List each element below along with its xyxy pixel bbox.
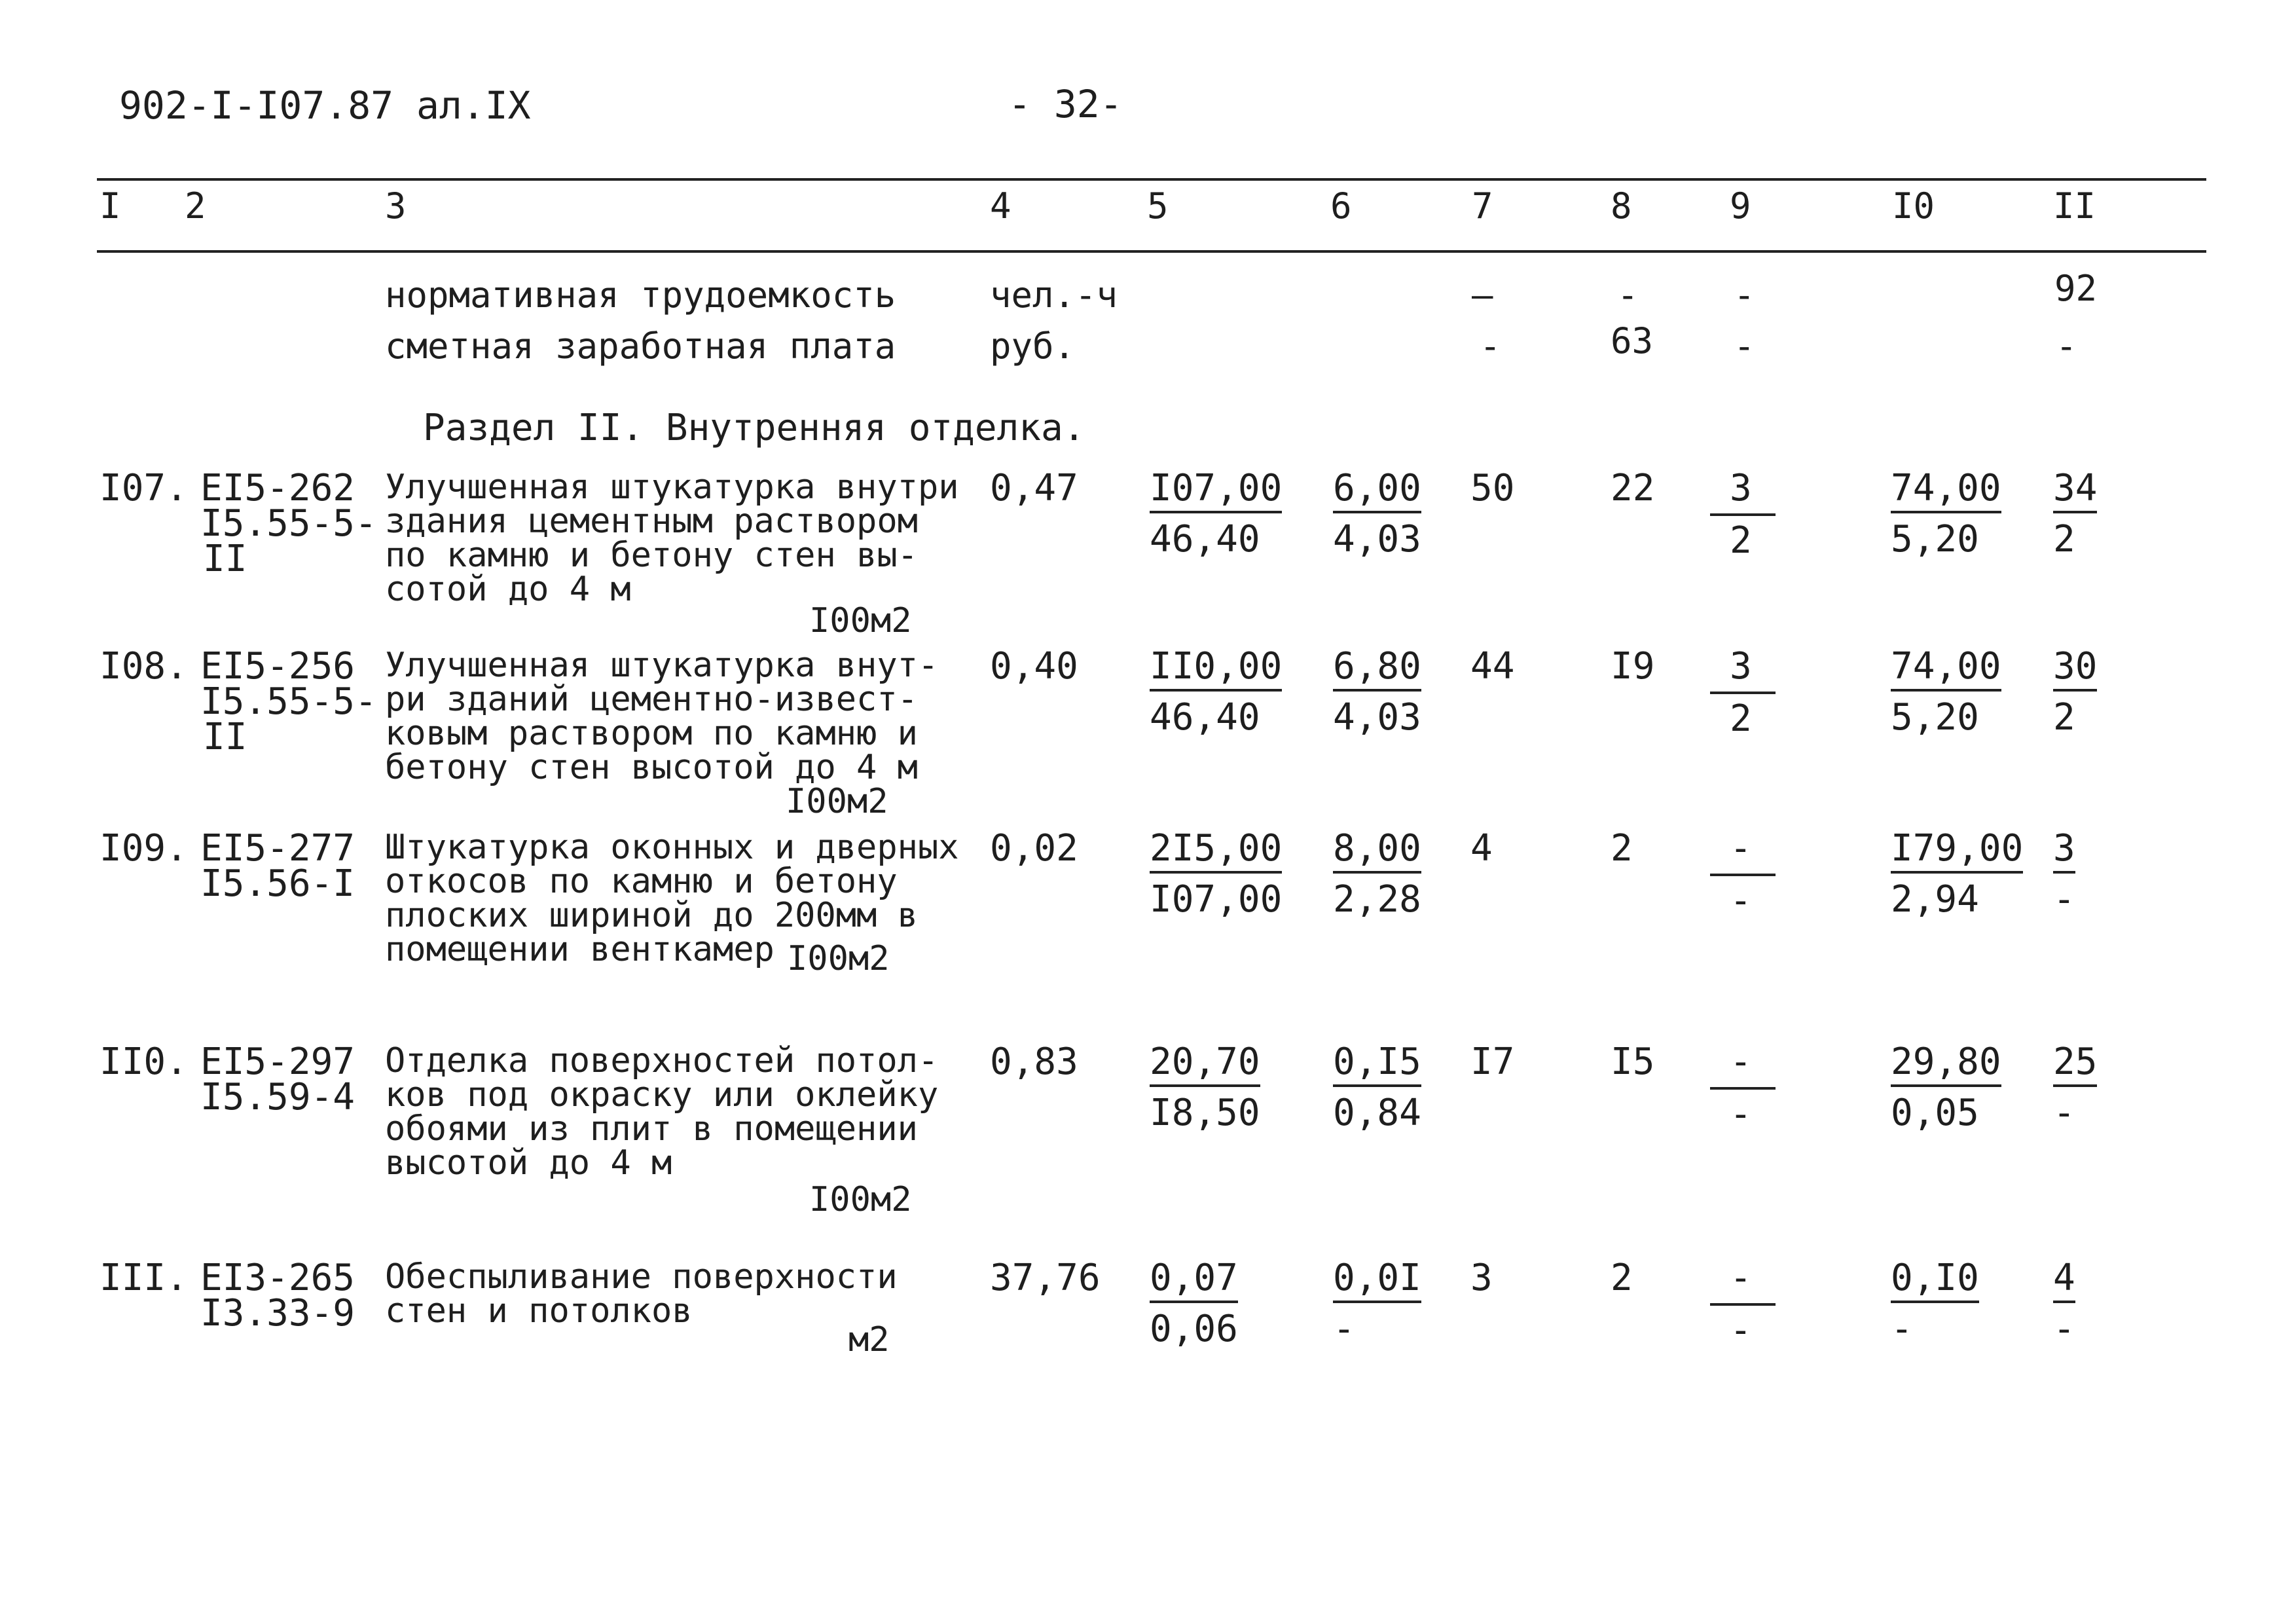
row-col6-top [1333,467,1421,513]
table-header-rule [97,250,2206,253]
row-col6-bottom: - [1333,1308,1355,1350]
summary-col11: - [2056,325,2077,367]
row-col6-numerator: 0,I5 [1333,1044,1421,1087]
row-col11-bottom: - [2053,1092,2075,1134]
row-code-1: EI5-277 [200,827,355,870]
row-col11-numerator: 30 [2053,648,2097,692]
row-col11-top [2053,827,2075,874]
row-code-1: EI5-256 [200,645,355,688]
row-col10-bottom: 5,20 [1891,518,1979,561]
row-code-3: II [203,716,247,758]
row-col9-top: 3 [1730,645,1752,688]
row-col10-top [1891,467,2001,513]
row-description-line: помещении венткамер [385,930,774,969]
row-col4: 0,02 [990,827,1078,870]
row-col10-top [1891,1257,1979,1303]
section-title: Раздел II. Внутренняя отделка. [423,407,1085,449]
summary-label: нормативная трудоемкость [385,274,896,316]
row-col9-top: - [1730,1041,1752,1083]
row-description-line: плоских шириной до 200мм в [385,896,918,935]
row-col10-numerator: 74,00 [1891,470,2001,513]
row-col6-numerator: 8,00 [1333,830,1421,874]
row-col9-top: 3 [1730,467,1752,509]
row-col6-top [1333,645,1421,692]
row-col8: 2 [1611,1257,1633,1299]
row-col6-bottom: 4,03 [1333,696,1421,739]
row-col9-rule [1710,513,1776,516]
row-col11-top [2053,1041,2098,1087]
row-description-line: Отделка поверхностей потол- [385,1041,939,1080]
row-col5-top [1150,1041,1260,1087]
column-header-3: 3 [385,185,407,227]
row-number: I08. [100,645,188,688]
row-col11-bottom: - [2053,878,2075,921]
row-col11-top [2053,1257,2075,1303]
row-col8: I9 [1611,645,1655,688]
row-col6-numerator: 6,80 [1333,648,1421,692]
row-col10-bottom: 0,05 [1891,1092,1979,1134]
summary-unit: чел.-ч [990,274,1118,316]
row-col9-top: - [1730,827,1752,870]
row-col11-bottom: 2 [2053,696,2075,739]
row-description-line: сотой до 4 м [385,570,631,609]
row-col5-top [1150,645,1283,692]
row-col7: 4 [1470,827,1493,870]
row-col5-numerator: I07,00 [1150,470,1282,513]
summary-col9: - [1734,325,1755,367]
column-header-8: 8 [1611,185,1632,227]
summary-label: сметная заработная плата [385,325,896,367]
row-col6-bottom: 4,03 [1333,518,1421,561]
row-description-line: бетону стен высотой до 4 м [385,748,918,787]
row-unit: м2 [848,1320,890,1359]
row-code-1: EI5-297 [200,1041,355,1083]
row-col6-top [1333,1257,1421,1303]
row-col6-numerator: 6,00 [1333,470,1421,513]
row-col5-bottom: 46,40 [1150,696,1260,739]
row-code-2: I5.56-I [200,862,355,905]
row-description-line: ковым раствором по камню и [385,714,918,753]
column-header-4: 4 [990,185,1011,227]
column-header-1: I [100,185,121,227]
row-col6-numerator: 0,0I [1333,1260,1421,1303]
row-number: II0. [100,1041,188,1083]
row-col10-top [1891,827,2024,874]
column-header-10: I0 [1892,185,1935,227]
row-unit: I00м2 [786,782,888,821]
row-col5-numerator: 20,70 [1150,1044,1260,1087]
row-code-1: EI3-265 [200,1257,355,1299]
row-unit: I00м2 [809,601,912,640]
row-col7: I7 [1470,1041,1515,1083]
row-col10-bottom: 5,20 [1891,696,1979,739]
row-unit: I00м2 [809,1180,912,1219]
row-col5-numerator: 2I5,00 [1150,830,1282,874]
row-description-line: откосов по камню и бетону [385,862,898,901]
row-number: I09. [100,827,188,870]
row-col7: 3 [1470,1257,1493,1299]
row-col8: 22 [1611,467,1655,509]
row-description-line: Штукатурка оконных и дверных [385,828,959,867]
row-col6-top [1333,827,1421,874]
row-col11-numerator: 3 [2053,830,2075,874]
row-col5-top [1150,827,1283,874]
row-col7: 44 [1470,645,1515,688]
column-header-7: 7 [1472,185,1493,227]
row-col10-top [1891,645,2001,692]
row-description-line: Обеспыливание поверхности [385,1257,898,1297]
row-col9-bottom: - [1730,1093,1752,1135]
row-description-line: ри зданий цементно-извест- [385,680,918,719]
row-col9-bottom: - [1730,879,1752,922]
summary-col7: - [1480,325,1501,367]
row-col4: 37,76 [990,1257,1101,1299]
row-col10-numerator: 74,00 [1891,648,2001,692]
row-description-line: Улучшенная штукатурка внутри [385,468,959,507]
summary-col7: — [1472,274,1493,316]
column-header-6: 6 [1330,185,1352,227]
row-col9-rule [1710,692,1776,694]
column-header-9: 9 [1730,185,1751,227]
document-code: 902-I-I07.87 ал.IX [119,83,531,128]
row-col5-numerator: II0,00 [1150,648,1282,692]
row-col9-rule [1710,874,1776,876]
row-col6-top [1333,1041,1421,1087]
row-col9-top: - [1730,1257,1752,1299]
row-col11-numerator: 34 [2053,470,2097,513]
row-description-line: ков под окраску или оклейку [385,1075,939,1115]
row-description-line: обоями из плит в помещении [385,1109,918,1149]
column-header-5: 5 [1147,185,1169,227]
column-header-11: II [2053,185,2096,227]
row-col4: 0,83 [990,1041,1078,1083]
row-col10-numerator: I79,00 [1891,830,2023,874]
row-col5-bottom: 46,40 [1150,518,1260,561]
summary-col11: 92 [2054,268,2098,309]
page-number: - 32- [1008,82,1123,126]
row-number: I07. [100,467,188,509]
row-col4: 0,47 [990,467,1078,509]
row-col9-rule [1710,1303,1776,1306]
row-col8: I5 [1611,1041,1655,1083]
row-code-2: I5.59-4 [200,1076,355,1118]
row-col7: 50 [1470,467,1515,509]
column-header-2: 2 [185,185,206,227]
row-unit: I00м2 [787,939,890,978]
row-code-3: II [203,538,247,580]
row-description-line: стен и потолков [385,1291,693,1331]
row-col9-bottom: 2 [1730,697,1752,740]
row-description-line: Улучшенная штукатурка внут- [385,646,939,685]
row-col5-top [1150,467,1283,513]
row-col9-bottom: 2 [1730,519,1752,562]
row-col8: 2 [1611,827,1633,870]
row-col11-top [2053,645,2098,692]
row-code-2: I3.33-9 [200,1292,355,1335]
row-code-1: EI5-262 [200,467,355,509]
table-top-rule [97,178,2206,181]
row-number: III. [100,1257,188,1299]
row-col10-bottom: 2,94 [1891,878,1979,921]
row-col11-top [2053,467,2098,513]
row-code-2: I5.55-5- [200,680,377,723]
row-col10-bottom: - [1891,1308,1913,1350]
row-col11-bottom: - [2053,1308,2075,1350]
row-col9-bottom: - [1730,1309,1752,1352]
row-description-line: высотой до 4 м [385,1143,672,1183]
row-col5-bottom: 0,06 [1150,1308,1238,1350]
row-col10-numerator: 29,80 [1891,1044,2001,1087]
row-col10-top [1891,1041,2001,1087]
row-col5-top [1150,1257,1238,1303]
row-description-line: по камню и бетону стен вы- [385,536,918,575]
row-col6-bottom: 2,28 [1333,878,1421,921]
row-col4: 0,40 [990,645,1078,688]
summary-col9: - [1734,274,1755,316]
row-col5-numerator: 0,07 [1150,1260,1238,1303]
row-col11-numerator: 4 [2053,1260,2075,1303]
row-col10-numerator: 0,I0 [1891,1260,1979,1303]
row-col11-bottom: 2 [2053,518,2075,561]
summary-col8: 63 [1611,320,1654,361]
row-col6-bottom: 0,84 [1333,1092,1421,1134]
row-col9-rule [1710,1087,1776,1090]
row-description-line: здания цементным раствором [385,502,918,541]
summary-col8: - [1617,274,1639,316]
row-col5-bottom: I8,50 [1150,1092,1260,1134]
row-col5-bottom: I07,00 [1150,878,1283,921]
summary-unit: руб. [990,325,1076,367]
row-col11-numerator: 25 [2053,1044,2097,1087]
row-code-2: I5.55-5- [200,502,377,545]
